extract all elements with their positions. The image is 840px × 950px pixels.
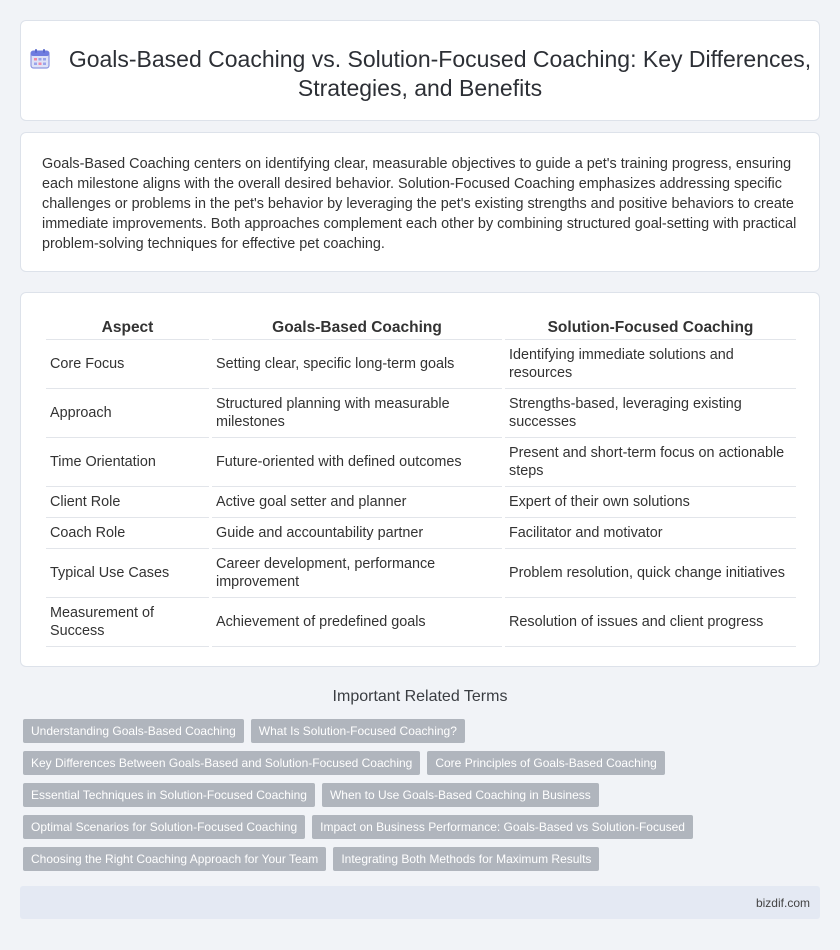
cell-solution-focused: Present and short-term focus on actionable steps [505, 438, 796, 487]
cell-solution-focused: Identifying immediate solutions and resources [505, 340, 796, 389]
table-row [46, 598, 796, 647]
related-term-tag[interactable]: Core Principles of Goals-Based Coaching [427, 751, 664, 775]
intro-paragraph: Goals-Based Coaching centers on identifying clear, measurable objectives to guide a pet's training progress, ensuring each milestone aligns with the overall desired behavior. Solution-Focused Coaching emphasizes addressing specific challenges or problems in the pet's behavior by leveraging the pet's existing strengths and positive behaviors to create immediate improvements. Both approaches complement each other by combining structured goal-setting with practical problem-solving techniques for effective pet coaching. [42, 156, 797, 252]
cell-goals-based: Future-oriented with defined outcomes [212, 438, 502, 487]
cell-goals-based: Career development, performance improvement [212, 549, 502, 598]
cell-goals-based: Achievement of predefined goals [212, 598, 502, 647]
cell-aspect: Client Role [46, 487, 209, 518]
cell-solution-focused: Strengths-based, leveraging existing successes [505, 389, 796, 438]
header-card [20, 20, 820, 121]
cell-aspect: Coach Role [46, 518, 209, 549]
header-goals-based: Goals-Based Coaching [212, 311, 502, 340]
related-terms-heading: Important Related Terms [332, 688, 508, 705]
related-term-tag[interactable]: Integrating Both Methods for Maximum Results [333, 847, 599, 871]
cell-goals-based: Structured planning with measurable milestones [212, 389, 502, 438]
cell-solution-focused: Resolution of issues and client progress [505, 598, 796, 647]
cell-aspect: Measurement of Success [46, 598, 209, 647]
cell-solution-focused: Facilitator and motivator [505, 518, 796, 549]
table-row [46, 487, 796, 518]
cell-goals-based: Active goal setter and planner [212, 487, 502, 518]
calendar-icon [29, 48, 51, 70]
table-row [46, 518, 796, 549]
table-row [46, 438, 796, 487]
cell-aspect: Approach [46, 389, 209, 438]
related-term-tag[interactable]: Essential Techniques in Solution-Focused Coaching [23, 783, 315, 807]
cell-aspect: Time Orientation [46, 438, 209, 487]
related-term-tag[interactable]: Impact on Business Performance: Goals-Based vs Solution-Focused [312, 815, 693, 839]
related-term-tag[interactable]: Understanding Goals-Based Coaching [23, 719, 244, 743]
header-solution-focused: Solution-Focused Coaching [505, 311, 796, 340]
intro-card [20, 132, 820, 272]
cell-goals-based: Guide and accountability partner [212, 518, 502, 549]
cell-solution-focused: Problem resolution, quick change initiatives [505, 549, 796, 598]
table-row [46, 549, 796, 598]
related-terms-list [23, 719, 813, 879]
comparison-card [20, 292, 820, 667]
related-term-tag[interactable]: What Is Solution-Focused Coaching? [251, 719, 465, 743]
table-header-row [46, 311, 796, 340]
footer-site-name: bizdif.com [755, 896, 810, 910]
cell-aspect: Typical Use Cases [46, 549, 209, 598]
cell-aspect: Core Focus [46, 340, 209, 389]
related-term-tag[interactable]: Choosing the Right Coaching Approach for Your Team [23, 847, 326, 871]
cell-solution-focused: Expert of their own solutions [505, 487, 796, 518]
related-term-tag[interactable]: Optimal Scenarios for Solution-Focused Coaching [23, 815, 305, 839]
table-row [46, 389, 796, 438]
header-aspect: Aspect [46, 311, 209, 340]
related-term-tag[interactable]: When to Use Goals-Based Coaching in Business [322, 783, 599, 807]
table-row [46, 340, 796, 389]
footer-bar [20, 886, 820, 919]
page-title-text: Goals-Based Coaching vs. Solution-Focused Coaching: Key Differences, Strategies, and Benefits [68, 46, 812, 101]
cell-goals-based: Setting clear, specific long-term goals [212, 340, 502, 389]
page-title [21, 45, 819, 103]
comparison-table [43, 311, 799, 647]
related-term-tag[interactable]: Key Differences Between Goals-Based and Solution-Focused Coaching [23, 751, 420, 775]
